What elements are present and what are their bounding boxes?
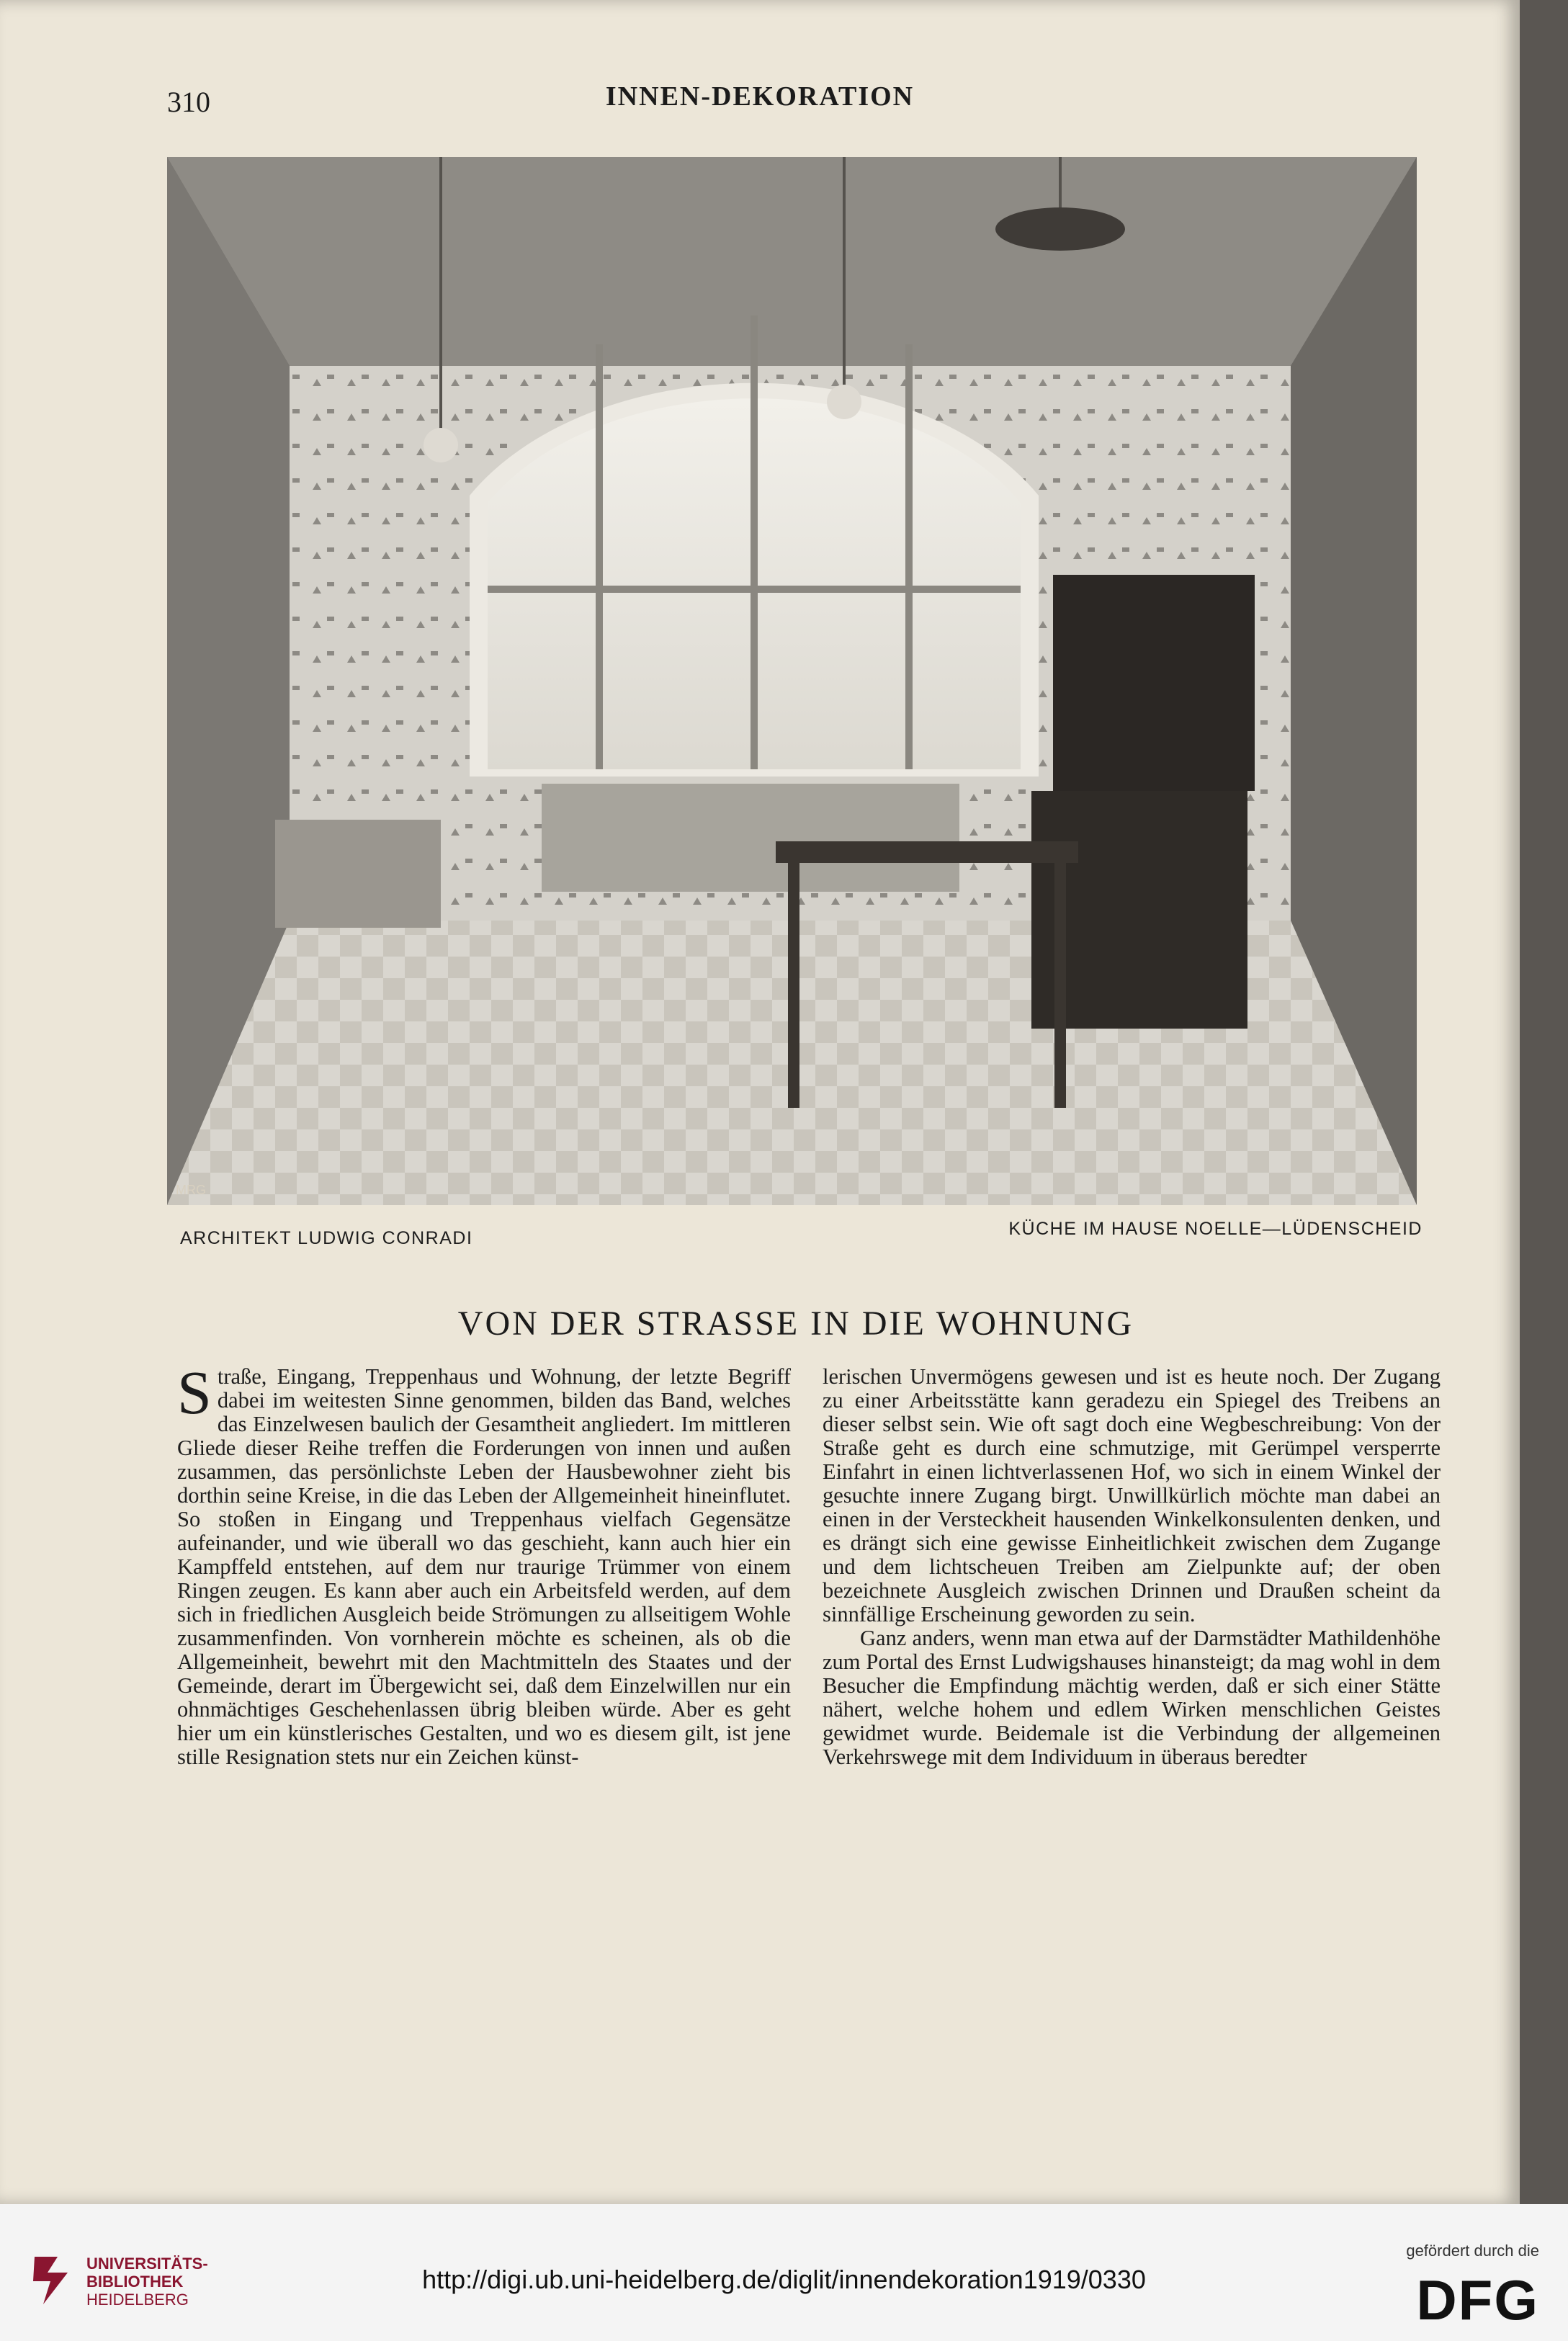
caption-room: KÜCHE IM HAUSE NOELLE—LÜDENSCHEID: [1008, 1219, 1423, 1239]
library-name-line: UNIVERSITÄTS-: [86, 2255, 208, 2273]
caption-architect: ARCHITEKT LUDWIG CONRADI: [180, 1228, 473, 1248]
page-number: 310: [167, 86, 210, 118]
paragraph: [177, 1358, 791, 1769]
photographer-signature: MRG: [176, 1183, 206, 1197]
drop-cap: S: [177, 1358, 212, 1427]
article-title: VON DER STRASSE IN DIE WOHNUNG: [457, 1304, 1134, 1343]
text-column-left: [177, 1358, 791, 1769]
running-head: INNEN-DEKORATION: [605, 81, 915, 112]
kitchen-photograph: [167, 157, 1417, 1205]
paragraph-text: traße, Eingang, Treppenhaus und Wohnung, der letzte Begriff dabei im weitesten Sinne genommen, bilden das Band, welches das Einzelwesen baulich der Gesamtheit angliedert. Im mittleren Gliede dieser Reihe treffen die Forderungen von innen und außen zusammen, das persönlichste Leben der Hausbewohner zieht bis dorthin seine Kreise, in die das Leben der Allgemeinheit hineinflutet. So stoßen in Eingang und Treppenhaus vielfach Gegensätze aufeinander, und wie überall wo das geschieht, kann auch hier ein Kampffeld entstehen, auf dem nur traurige Trümmer von einem Ringen zeugen. Es kann aber auch ein Arbeitsfeld werden, auf dem sich in friedlichen Ausgleich beide Strömungen zu allseitigem Wohle zusammenfinden. Von vornherein möchte es scheinen, als ob die Allgemeinheit, bewehrt mit den Machtmitteln des Staates und der Gemeinde, derart im Übergewicht sei, daß dem Einzelwillen nur ein ohnmächtiges Geschehenlassen übrig bleiben würde. Aber es geht hier um ein künstlerisches Gestalten, und wo es diesem gilt, ist jene stille Resignation stets nur ein Zeichen künst-: [177, 1364, 791, 1769]
library-name-line: HEIDELBERG: [86, 2291, 189, 2309]
paragraph: lerischen Unvermögens gewesen und ist es heute noch. Der Zugang zu einer Arbeitsstätte kann geradezu ein Spiegel des Treibens an dieser selbst sein. Wie oft sagt doch eine Wegbeschreibung: Von der Straße geht es durch eine schmutzige, mit Gerümpel versperrte Einfahrt in einen lichtverlassenen Hof, wo sich in einem Winkel der gesuchte innere Zugang birgt. Unwillkürlich möchte man dabei an einen in der Versteckheit hausenden Winkelkonsulenten denken, und es drängt sich eine gewisse Einheitlichkeit zwischen dem Zugange und dem lichtscheuen Treiben am Zielpunkte auf; der oben bezeichnete Ausgleich zwischen Drinnen und Draußen scheint da sinnfällige Erscheinung geworden zu sein.: [823, 1364, 1441, 1626]
text-column-right: [823, 1365, 1441, 1769]
dfg-logo: DFG: [1416, 2268, 1539, 2332]
library-name-line: BIBLIOTHEK: [86, 2273, 184, 2291]
permalink-url[interactable]: http://digi.ub.uni-heidelberg.de/diglit/innendekoration1919/0330: [422, 2265, 1146, 2294]
digitization-footer: [0, 2204, 1568, 2341]
sponsor-note: gefördert durch die: [1406, 2242, 1539, 2260]
paragraph: Ganz anders, wenn man etwa auf der Darmstädter Mathildenhöhe zum Portal des Ernst Ludwigshauses hinansteigt; da mag wohl in dem Besucher die Empfindung mächtig werden, daß er sich einer Stätte nähert, welche hohem und edlem Wirken menschlichen Geistes gewidmet wurde. Beidemale ist die Verbindung der allgemeinen Verkehrswege mit dem Individuum in überaus beredter: [823, 1626, 1441, 1769]
kitchen-illustration: [167, 157, 1417, 1205]
